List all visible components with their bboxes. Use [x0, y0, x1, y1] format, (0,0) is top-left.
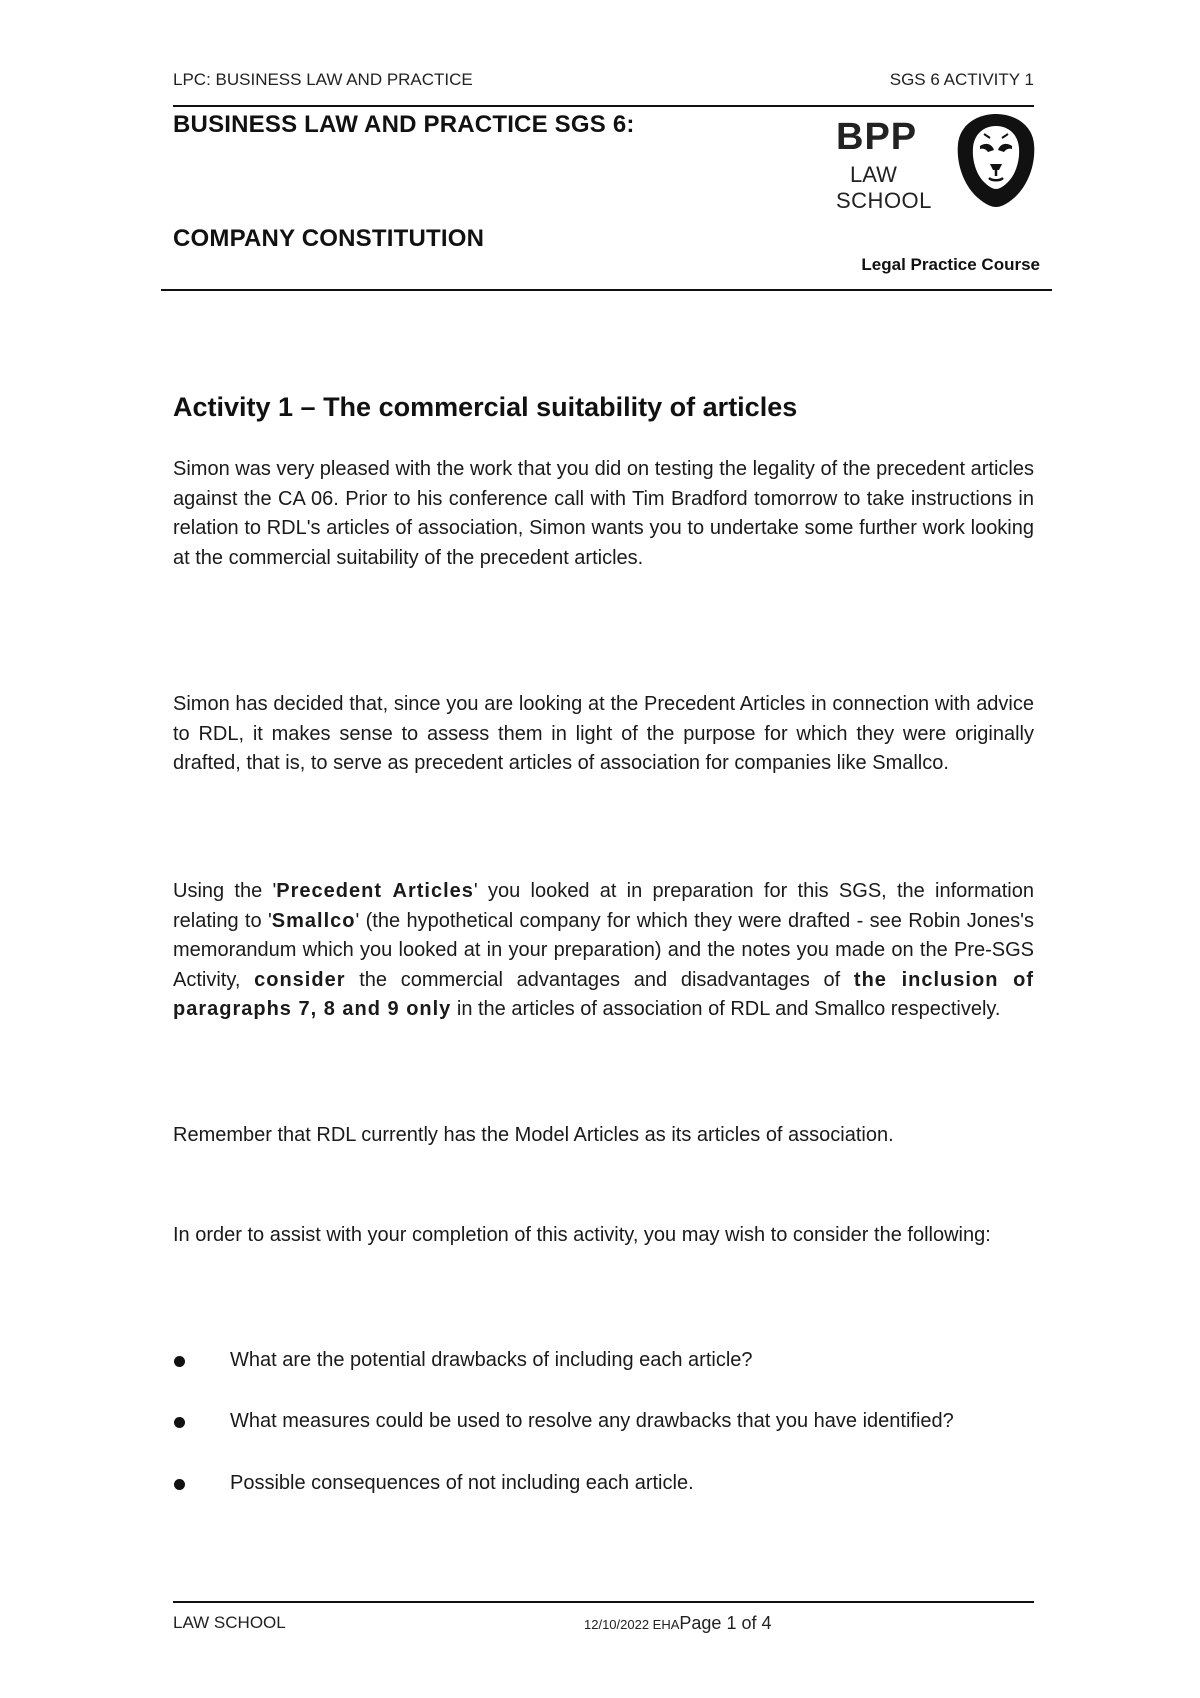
list-item	[173, 1407, 1034, 1437]
footer-page-info	[584, 1613, 771, 1634]
p3-text-4: the commercial advantages and disadvantages of	[345, 968, 854, 991]
p3-text-2: ' you looked at in preparation for this SGS, the information relating to '	[173, 880, 1034, 932]
footer-school: LAW SCHOOL	[173, 1613, 286, 1632]
bpp-law-school-logo	[836, 116, 1036, 216]
list-item-text: What are the potential drawbacks of including each article?	[230, 1349, 753, 1371]
smallco-term: Smallco	[271, 909, 356, 932]
header-activity-ref: SGS 6 ACTIVITY 1	[889, 70, 1034, 89]
activity-heading: Activity 1 – The commercial suitability of articles	[173, 392, 798, 422]
paragraph-intro: Simon was very pleased with the work that you did on testing the legality of the precedent articles against the CA 06. Prior to his conference call with Tim Bradford tomorrow to take instructions in relation to RDL's articles of association, Simon wants you to undertake some further work looking at the commercial suitability of the precedent articles.	[173, 458, 1034, 569]
running-header	[173, 70, 1034, 90]
paragraph-assist: In order to assist with your completion of this activity, you may wish to consider the following:	[173, 1224, 991, 1246]
document-title: BUSINESS LAW AND PRACTICE SGS 6:	[173, 111, 635, 138]
header-course-title: LPC: BUSINESS LAW AND PRACTICE	[173, 70, 473, 89]
lion-head-icon	[956, 112, 1036, 208]
list-item-text: Possible consequences of not including each article.	[230, 1472, 694, 1494]
paragraph-instructions	[173, 877, 1034, 1025]
p3-text-3: ' (the hypothetical company for which they were drafted - see Robin Jones's memorandum which you looked at in your preparation) and the notes you made on the Pre-SGS Activity,	[173, 909, 1034, 991]
p3-text-5: in the articles of association of RDL and Smallco respectively.	[451, 998, 1001, 1020]
consider-term: consider	[254, 968, 346, 991]
document-subtitle: COMPANY CONSTITUTION	[173, 225, 485, 252]
title-block-divider	[161, 289, 1052, 291]
paragraph-purpose: Simon has decided that, since you are looking at the Precedent Articles in connection with advice to RDL, it makes sense to assess them in light of the purpose for which they were originally drafted, that is, to serve as precedent articles of association for companies like Smallco.	[173, 693, 1034, 774]
page-number: Page 1 of 4	[679, 1613, 772, 1633]
course-label: Legal Practice Course	[861, 255, 1040, 274]
logo-law-text: LAW	[850, 162, 897, 187]
paragraphs-scope-term: the inclusion of paragraphs 7, 8 and 9 only	[173, 968, 1034, 1020]
list-item-text: What measures could be used to resolve any drawbacks that you have identified?	[230, 1409, 954, 1432]
bullet-icon	[174, 1417, 185, 1428]
bullet-icon	[174, 1479, 185, 1490]
header-divider	[173, 105, 1034, 107]
list-item	[173, 1469, 1034, 1499]
considerations-list	[173, 1346, 1034, 1530]
p3-text-1: Using the '	[173, 880, 277, 902]
list-item	[173, 1346, 1034, 1376]
bullet-icon	[174, 1356, 185, 1367]
logo-bpp-text: BPP	[836, 116, 918, 158]
paragraph-reminder: Remember that RDL currently has the Model Articles as its articles of association.	[173, 1124, 894, 1146]
precedent-articles-term: Precedent Articles	[276, 880, 474, 902]
footer-divider	[173, 1601, 1034, 1603]
footer-date-stamp: 12/10/2022 EHA	[584, 1617, 680, 1632]
logo-school-text: SCHOOL	[836, 188, 932, 213]
